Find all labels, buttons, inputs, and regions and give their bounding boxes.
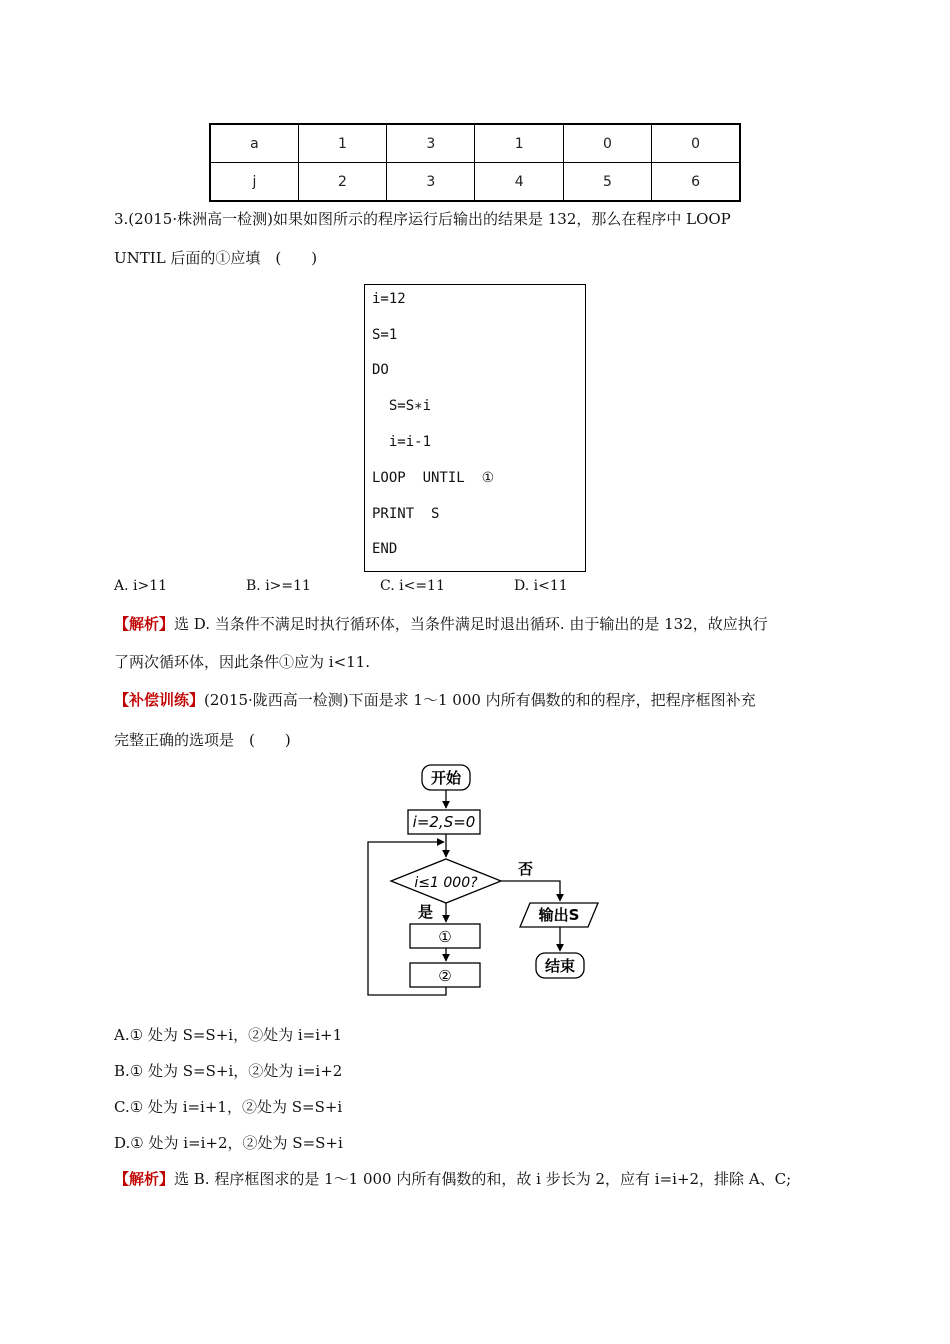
box2-label: ② <box>438 967 452 985</box>
option-b: B. i>=11 <box>246 578 311 594</box>
table-cell: 1 <box>298 124 386 163</box>
table-cell: 3 <box>387 163 475 202</box>
yes-label: 是 <box>418 903 434 921</box>
init-label: i=2,S=0 <box>412 813 476 831</box>
table-cell: 0 <box>652 124 740 163</box>
table-row <box>210 124 740 163</box>
analysis-1-line-1 <box>114 614 768 634</box>
table-cell: 2 <box>298 163 386 202</box>
bonus-option-d: D.① 处为 i=i+2，②处为 S=S+i <box>114 1134 343 1152</box>
bonus-line-2: 完整正确的选项是 ( ) <box>114 731 291 749</box>
bonus-option-b: B.① 处为 S=S+i，②处为 i=i+2 <box>114 1062 343 1080</box>
code-line: i=12 <box>372 291 406 307</box>
code-line: PRINT S <box>372 506 440 522</box>
table-cell: 4 <box>475 163 563 202</box>
value-table <box>209 123 741 202</box>
bonus-option-a: A.① 处为 S=S+i，②处为 i=i+1 <box>114 1026 343 1044</box>
table-cell: 6 <box>652 163 740 202</box>
table-cell: 5 <box>563 163 651 202</box>
table-cell: 1 <box>475 124 563 163</box>
code-line: END <box>372 541 398 557</box>
flowchart <box>360 760 620 1000</box>
bonus-line-1 <box>114 690 756 710</box>
analysis-tag: 【解析】 <box>114 615 175 633</box>
code-line: i=i-1 <box>372 434 432 450</box>
analysis-text: 选 D. 当条件不满足时执行循环体，当条件满足时退出循环. 由于输出的是 132，故应执行 <box>174 615 768 633</box>
end-label: 结束 <box>544 957 576 975</box>
bonus-option-c: C.① 处为 i=i+1，②处为 S=S+i <box>114 1098 343 1116</box>
box1-label: ① <box>438 928 452 946</box>
bonus-text: (2015·陇西高一检测)下面是求 1～1 000 内所有偶数的和的程序，把程序框图补充 <box>204 691 756 709</box>
start-label: 开始 <box>430 769 462 787</box>
no-label: 否 <box>518 860 534 878</box>
question-3-line-1: 3.(2015·株洲高一检测)如果如图所示的程序运行后输出的结果是 132，那么在程序中 LOOP <box>114 210 731 228</box>
code-line: DO <box>372 362 389 378</box>
option-c: C. i<=11 <box>380 578 445 594</box>
code-line: LOOP UNTIL ① <box>372 470 495 486</box>
table-cell: a <box>210 124 298 163</box>
code-line: S=S∗i <box>372 398 432 414</box>
option-d: D. i<11 <box>514 578 568 594</box>
analysis-1-line-2: 了两次循环体，因此条件①应为 i<11. <box>114 653 370 671</box>
table-cell: j <box>210 163 298 202</box>
question-3-line-2: UNTIL 后面的①应填 ( ) <box>114 249 318 267</box>
condition-label: i≤1 000? <box>414 875 478 891</box>
bonus-tag: 【补偿训练】 <box>114 691 205 709</box>
program-box <box>364 284 586 572</box>
code-line: S=1 <box>372 327 398 343</box>
option-a: A. i>11 <box>114 578 168 594</box>
analysis-2-line-1 <box>114 1169 791 1189</box>
analysis-tag: 【解析】 <box>114 1170 175 1188</box>
table-cell: 0 <box>563 124 651 163</box>
table-row <box>210 163 740 202</box>
analysis-text: 选 B. 程序框图求的是 1～1 000 内所有偶数的和，故 i 步长为 2，应有 i=i+2，排除 A、C; <box>174 1170 792 1188</box>
output-label: 输出S <box>538 906 580 924</box>
table-cell: 3 <box>387 124 475 163</box>
